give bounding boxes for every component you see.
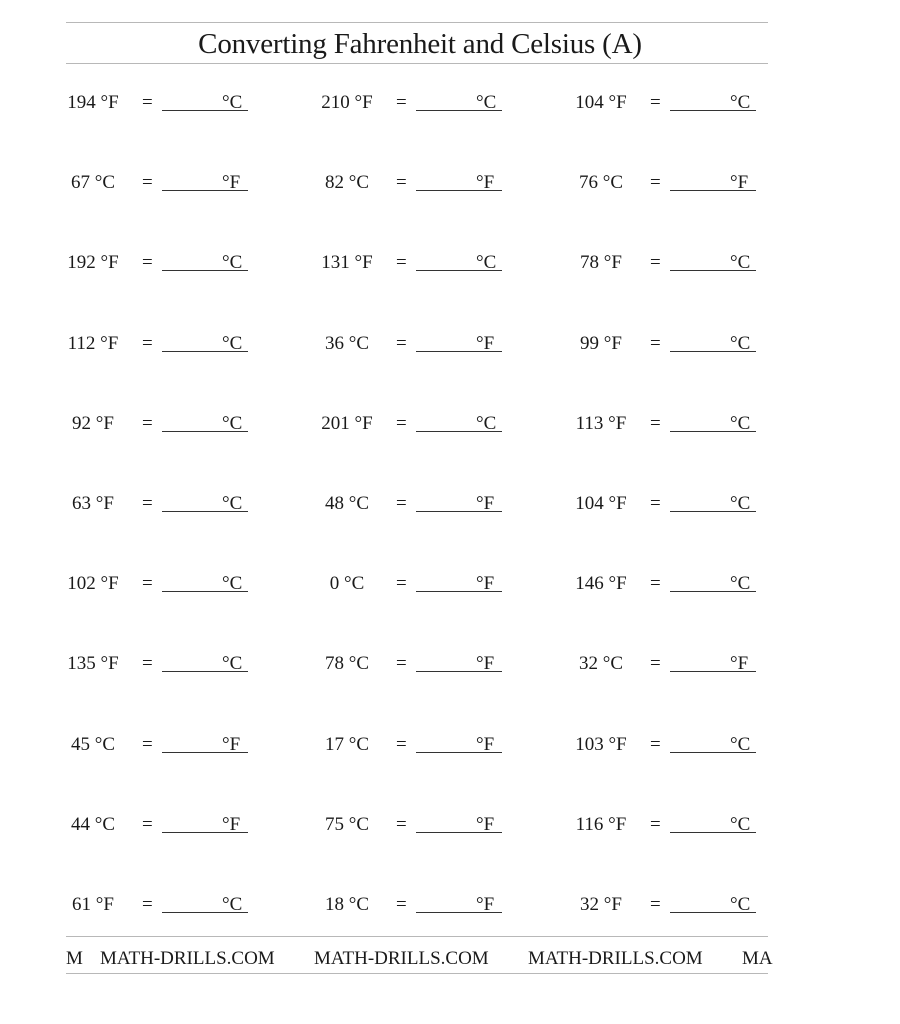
equals-sign: = [650, 894, 661, 915]
answer-unit: °C [476, 413, 497, 434]
equals-sign: = [396, 814, 407, 835]
given-temperature: 131 °F [321, 252, 373, 273]
answer-unit: °C [222, 333, 243, 354]
equals-sign: = [142, 252, 153, 273]
answer-unit: °C [730, 92, 751, 113]
equals-sign: = [396, 252, 407, 273]
footer-text: MATH-DRILLS.COM [100, 948, 275, 969]
answer-unit: °F [222, 172, 241, 193]
given-temperature: 32 °C [578, 653, 624, 674]
footer-top-divider [66, 936, 768, 937]
given-temperature: 18 °C [324, 894, 370, 915]
answer-unit: °C [730, 413, 751, 434]
equals-sign: = [650, 573, 661, 594]
equals-sign: = [396, 493, 407, 514]
given-temperature: 76 °C [578, 172, 624, 193]
answer-unit: °F [476, 894, 495, 915]
given-temperature: 78 °F [580, 252, 622, 273]
equals-sign: = [142, 333, 153, 354]
given-temperature: 102 °F [67, 573, 119, 594]
given-temperature: 67 °C [70, 172, 116, 193]
equals-sign: = [396, 894, 407, 915]
equals-sign: = [396, 573, 407, 594]
given-temperature: 0 °C [329, 573, 365, 594]
answer-unit: °F [222, 814, 241, 835]
answer-unit: °F [730, 172, 749, 193]
equals-sign: = [142, 172, 153, 193]
given-temperature: 63 °F [72, 493, 114, 514]
answer-unit: °C [730, 333, 751, 354]
equals-sign: = [142, 653, 153, 674]
equals-sign: = [396, 653, 407, 674]
given-temperature: 17 °C [324, 734, 370, 755]
given-temperature: 92 °F [72, 413, 114, 434]
answer-unit: °F [476, 493, 495, 514]
given-temperature: 104 °F [575, 493, 627, 514]
equals-sign: = [650, 333, 661, 354]
footer-watermark [0, 944, 900, 974]
equals-sign: = [650, 413, 661, 434]
answer-unit: °C [222, 413, 243, 434]
equals-sign: = [650, 92, 661, 113]
given-temperature: 194 °F [67, 92, 119, 113]
given-temperature: 113 °F [575, 413, 627, 434]
answer-unit: °F [476, 333, 495, 354]
given-temperature: 45 °C [70, 734, 116, 755]
answer-unit: °F [476, 573, 495, 594]
equals-sign: = [142, 894, 153, 915]
footer-text: MATH-DRILLS.COM [314, 948, 489, 969]
answer-unit: °C [730, 734, 751, 755]
answer-unit: °C [476, 92, 497, 113]
given-temperature: 78 °C [324, 653, 370, 674]
footer-text: M [66, 948, 83, 969]
given-temperature: 82 °C [324, 172, 370, 193]
given-temperature: 36 °C [324, 333, 370, 354]
given-temperature: 210 °F [321, 92, 373, 113]
given-temperature: 99 °F [580, 333, 622, 354]
equals-sign: = [650, 653, 661, 674]
answer-unit: °C [222, 493, 243, 514]
footer-text: MATH-DRILLS.COM [528, 948, 703, 969]
answer-unit: °F [222, 734, 241, 755]
given-temperature: 192 °F [67, 252, 119, 273]
equals-sign: = [142, 493, 153, 514]
given-temperature: 61 °F [72, 894, 114, 915]
title-divider [66, 63, 768, 64]
equals-sign: = [142, 413, 153, 434]
equals-sign: = [396, 333, 407, 354]
given-temperature: 201 °F [321, 413, 373, 434]
given-temperature: 75 °C [324, 814, 370, 835]
answer-unit: °C [222, 653, 243, 674]
footer-text: MA [742, 948, 773, 969]
given-temperature: 116 °F [575, 814, 627, 835]
given-temperature: 104 °F [575, 92, 627, 113]
answer-unit: °C [730, 493, 751, 514]
equals-sign: = [142, 734, 153, 755]
equals-sign: = [142, 814, 153, 835]
answer-unit: °C [222, 92, 243, 113]
answer-unit: °F [476, 734, 495, 755]
given-temperature: 48 °C [324, 493, 370, 514]
answer-unit: °F [476, 172, 495, 193]
equals-sign: = [650, 734, 661, 755]
answer-unit: °C [222, 573, 243, 594]
answer-unit: °C [222, 252, 243, 273]
given-temperature: 44 °C [70, 814, 116, 835]
answer-unit: °F [476, 653, 495, 674]
page-title: Converting Fahrenheit and Celsius (A) [198, 28, 642, 60]
answer-unit: °F [476, 814, 495, 835]
answer-unit: °C [730, 252, 751, 273]
equals-sign: = [396, 413, 407, 434]
top-divider [66, 22, 768, 23]
given-temperature: 146 °F [575, 573, 627, 594]
answer-unit: °C [730, 814, 751, 835]
answer-unit: °C [730, 894, 751, 915]
answer-unit: °F [730, 653, 749, 674]
equals-sign: = [650, 493, 661, 514]
equals-sign: = [396, 172, 407, 193]
answer-unit: °C [730, 573, 751, 594]
given-temperature: 103 °F [575, 734, 627, 755]
equals-sign: = [142, 92, 153, 113]
footer-bottom-divider [66, 973, 768, 974]
given-temperature: 112 °F [67, 333, 119, 354]
equals-sign: = [650, 252, 661, 273]
answer-unit: °C [476, 252, 497, 273]
equals-sign: = [396, 734, 407, 755]
given-temperature: 32 °F [580, 894, 622, 915]
answer-unit: °C [222, 894, 243, 915]
equals-sign: = [142, 573, 153, 594]
equals-sign: = [650, 814, 661, 835]
given-temperature: 135 °F [67, 653, 119, 674]
equals-sign: = [396, 92, 407, 113]
equals-sign: = [650, 172, 661, 193]
